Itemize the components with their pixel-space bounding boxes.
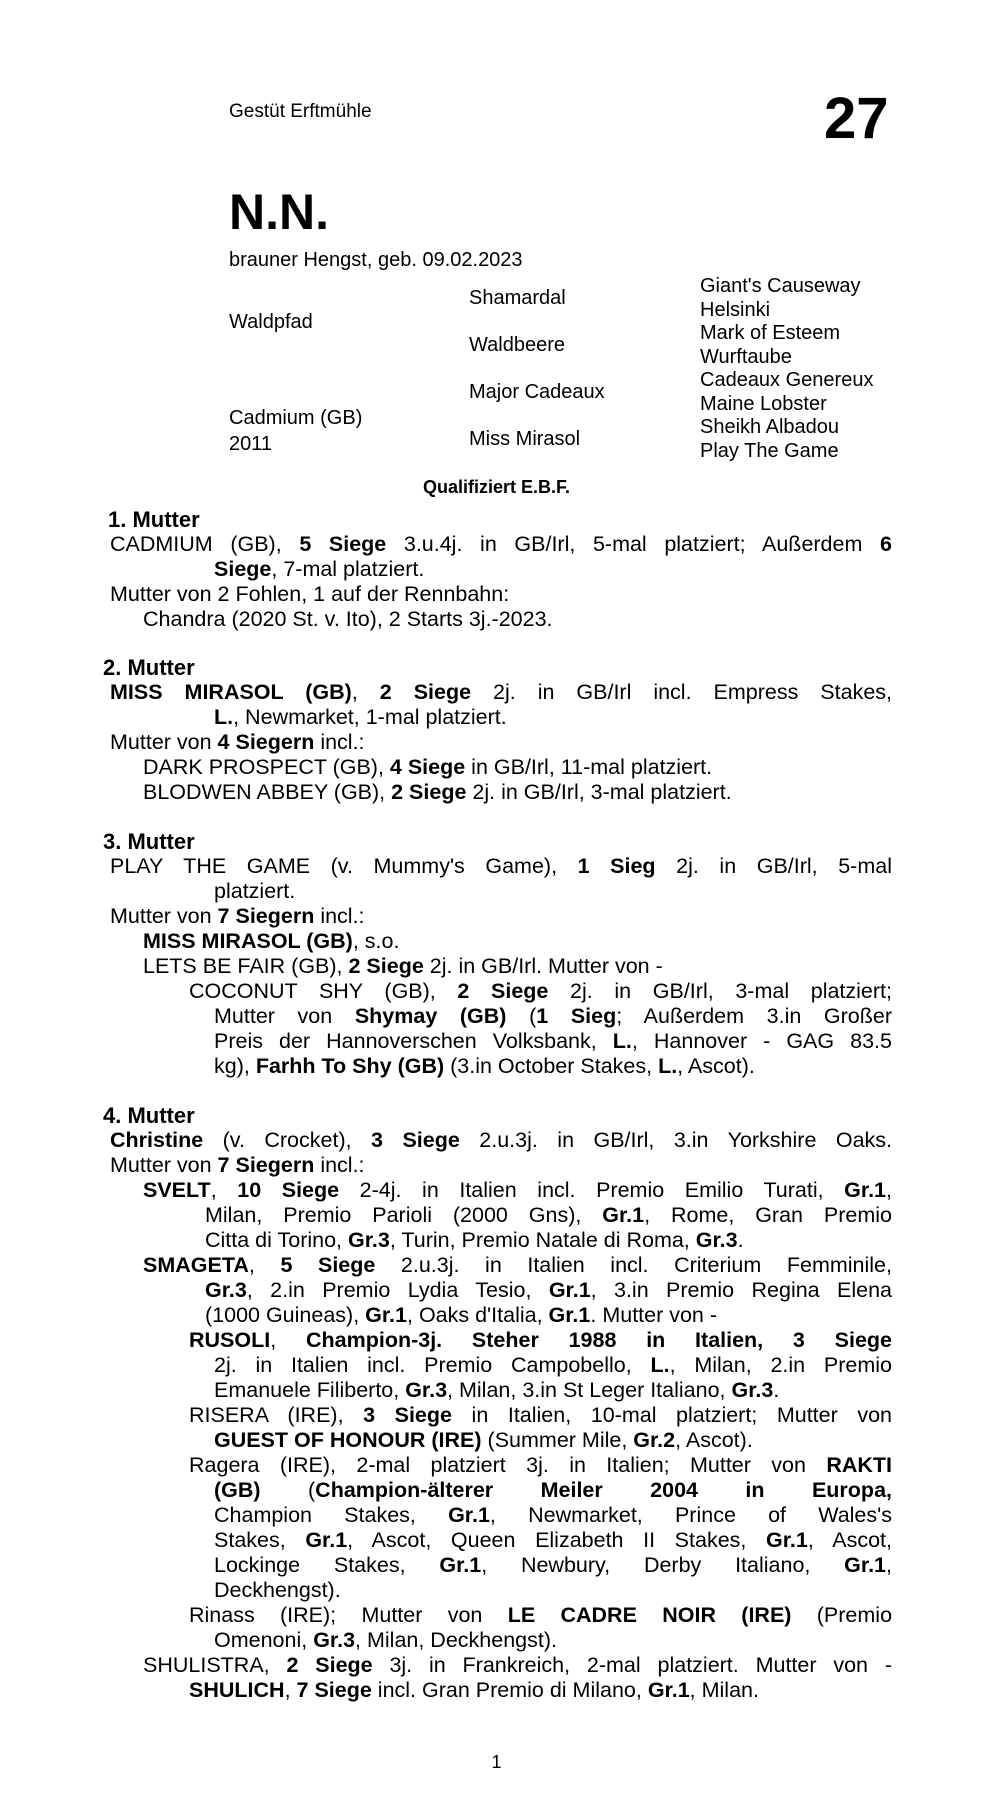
text-line xyxy=(214,1578,341,1604)
bold-run: 2. Mutter xyxy=(103,655,195,680)
text-run: , Turin, Premio Natale di Roma, xyxy=(389,1228,696,1252)
bold-run: L. xyxy=(658,1054,678,1078)
text-line xyxy=(110,1153,365,1179)
bold-run: Gr.2 xyxy=(633,1428,676,1452)
qualification-note: Qualifiziert E.B.F. xyxy=(422,477,571,497)
text-run: incl.: xyxy=(314,730,365,754)
text-run: Mutter von 2 Fohlen, 1 auf der Rennbahn: xyxy=(110,582,510,606)
text-run: , Ascot). xyxy=(675,1428,753,1452)
bold-run: 2 Siege xyxy=(348,954,424,978)
bold-run: 7 Siegern xyxy=(217,1153,315,1177)
text-run: 3.u.4j. in GB/Irl, 5-mal platziert; Außerdem xyxy=(386,532,881,556)
bold-run: Gr.1 xyxy=(448,1503,490,1527)
text-line xyxy=(205,1303,717,1329)
bold-run: L. xyxy=(650,1353,670,1377)
text-line xyxy=(214,1004,892,1030)
text-line xyxy=(214,1378,779,1404)
bold-run: Gr.3 xyxy=(695,1228,738,1252)
text-line xyxy=(189,979,892,1005)
text-line xyxy=(205,1203,892,1229)
text-line xyxy=(110,730,365,756)
text-run: incl. Gran Premio di Milano, xyxy=(371,1678,648,1702)
text-run: , Rome, Gran Premio xyxy=(644,1203,892,1227)
section-heading xyxy=(103,655,195,681)
text-run: Stakes, xyxy=(214,1528,306,1552)
text-line xyxy=(205,1228,744,1254)
bold-run: Gr.1 xyxy=(602,1203,645,1227)
text-run: in Italien, 10-mal platziert; Mutter von xyxy=(452,1403,892,1427)
text-run: 2j. in GB/Irl incl. Empress Stakes, xyxy=(471,680,893,704)
bold-run: 1. Mutter xyxy=(108,507,200,532)
section-heading xyxy=(103,1103,195,1129)
bold-run: 7 Siegern xyxy=(217,904,315,928)
text-run: ( xyxy=(260,1478,316,1502)
bold-run: Gr.1 xyxy=(548,1278,591,1302)
text-line xyxy=(214,1528,892,1554)
text-run: , Milan, 2.in Premio xyxy=(669,1353,892,1377)
text-run: , Oaks d'Italia, xyxy=(407,1303,549,1327)
section-heading xyxy=(108,507,200,533)
text-run: Omenoni, xyxy=(214,1628,314,1652)
pedigree-dam: Cadmium (GB) xyxy=(229,407,363,429)
text-line xyxy=(214,1353,892,1379)
text-line xyxy=(189,1453,892,1479)
text-line xyxy=(143,1653,892,1679)
text-run: BLODWEN ABBEY (GB), xyxy=(143,780,392,804)
text-line xyxy=(143,1253,892,1279)
text-line xyxy=(143,780,732,806)
bold-run: MISS MIRASOL (GB) xyxy=(143,929,353,953)
text-line xyxy=(110,904,365,930)
bold-run: Gr.1 xyxy=(365,1303,407,1327)
bold-run: 2 Siege xyxy=(391,780,467,804)
bold-run: (GB) xyxy=(214,1478,261,1502)
text-run: 2j. in Italien incl. Premio Campobello, xyxy=(214,1353,651,1377)
bold-run: MISS MIRASOL (GB) xyxy=(110,680,352,704)
text-run: , 3.in Premio Regina Elena xyxy=(590,1278,892,1302)
text-line xyxy=(189,1328,892,1354)
text-run: RISERA (IRE), xyxy=(189,1403,364,1427)
text-run: 2.u.3j. in GB/Irl, 3.in Yorkshire Oaks. xyxy=(459,1128,893,1152)
text-run: , Milan, 3.in St Leger Italiano, xyxy=(447,1378,732,1402)
pedigree-ssd: Helsinki xyxy=(700,299,771,321)
text-run: . xyxy=(737,1228,744,1252)
bold-run: 4 Siegern xyxy=(217,730,315,754)
pedigree-dam-sire: Major Cadeaux xyxy=(469,381,605,403)
bold-run: SVELT xyxy=(143,1178,211,1202)
text-run: , 7-mal platziert. xyxy=(271,557,425,581)
text-run: , Milan. xyxy=(689,1678,759,1702)
bold-run: Shymay (GB) xyxy=(354,1004,507,1028)
text-run: 2j. in GB/Irl, 3-mal platziert. xyxy=(466,780,732,804)
bold-run: 10 Siege xyxy=(237,1178,340,1202)
text-run: Mutter von xyxy=(214,1004,355,1028)
text-run: SHULISTRA, xyxy=(143,1653,287,1677)
text-run: 2j. in GB/Irl, 3-mal platziert; xyxy=(548,979,892,1003)
pedigree-sdd: Wurftaube xyxy=(700,346,792,368)
text-line xyxy=(110,532,892,558)
bold-run: Gr.3 xyxy=(731,1378,774,1402)
text-line xyxy=(143,954,663,980)
bold-run: Champion-älterer Meiler 2004 in Europa, xyxy=(315,1478,892,1502)
text-run: Ragera (IRE), 2-mal platziert 3j. in Italien; Mutter von xyxy=(189,1453,827,1477)
text-run: . xyxy=(773,1378,780,1402)
text-run: , Ascot, xyxy=(807,1528,892,1552)
text-run: (1000 Guineas), xyxy=(205,1303,366,1327)
bold-run: Gr.1 xyxy=(305,1528,348,1552)
bold-run: GUEST OF HONOUR (IRE) xyxy=(214,1428,482,1452)
bold-run: Gr.3 xyxy=(205,1278,247,1302)
text-line xyxy=(214,1428,753,1454)
text-run: 2j. in GB/Irl, 5-mal xyxy=(655,854,892,878)
pedigree-sds: Mark of Esteem xyxy=(700,322,841,344)
bold-run: Gr.1 xyxy=(844,1553,887,1577)
text-run: kg), xyxy=(214,1054,256,1078)
text-run: ; Außerdem 3.in Großer xyxy=(616,1004,892,1028)
text-line xyxy=(143,607,553,633)
text-line xyxy=(189,1403,892,1429)
bold-run: 4. Mutter xyxy=(103,1103,195,1128)
text-run: (v. Crocket), xyxy=(203,1128,372,1152)
text-line xyxy=(214,1478,892,1504)
text-run: Lockinge Stakes, xyxy=(214,1553,440,1577)
text-line xyxy=(214,705,507,731)
bold-run: 2 Siege xyxy=(457,979,549,1003)
text-run: (Summer Mile, xyxy=(481,1428,634,1452)
text-line xyxy=(214,557,424,583)
text-line xyxy=(214,1503,892,1529)
bold-run: 1 Sieg xyxy=(577,854,656,878)
text-run: , xyxy=(886,1178,892,1202)
text-line xyxy=(143,755,712,781)
bold-run: Gr.1 xyxy=(765,1528,808,1552)
text-run: CADMIUM (GB), xyxy=(110,532,300,556)
text-line xyxy=(143,929,399,955)
text-run: Milan, Premio Parioli (2000 Gns), xyxy=(205,1203,603,1227)
bold-run: 6 xyxy=(880,532,892,556)
text-line xyxy=(214,879,295,905)
bold-run: 7 Siege xyxy=(296,1678,372,1702)
bold-run: Christine xyxy=(110,1128,204,1152)
text-run: (Premio xyxy=(791,1603,893,1627)
text-run: Emanuele Filiberto, xyxy=(214,1378,406,1402)
section-heading xyxy=(103,829,195,855)
bold-run: L. xyxy=(612,1029,632,1053)
text-run: , s.o. xyxy=(352,929,400,953)
text-run: , xyxy=(248,1253,281,1277)
horse-description: brauner Hengst, geb. 09.02.2023 xyxy=(229,249,523,271)
text-line xyxy=(214,1628,557,1654)
horse-name: N.N. xyxy=(229,184,329,240)
text-run: Preis der Hannoverschen Volksbank, xyxy=(214,1029,613,1053)
text-run: Chandra (2020 St. v. Ito), 2 Starts 3j.-2023. xyxy=(143,607,553,631)
text-line xyxy=(110,582,509,608)
text-run: , Hannover - GAG 83.5 xyxy=(631,1029,892,1053)
text-run: , Newmarket, Prince of Wales's xyxy=(489,1503,892,1527)
text-run: Rinass (IRE); Mutter von xyxy=(189,1603,508,1627)
text-run: , Ascot). xyxy=(677,1054,755,1078)
pedigree-sss: Giant's Causeway xyxy=(700,275,861,297)
text-run: , 2.in Premio Lydia Tesio, xyxy=(246,1278,549,1302)
text-run: ( xyxy=(506,1004,537,1028)
text-line xyxy=(110,854,892,880)
text-line xyxy=(205,1278,892,1304)
pedigree-dds: Sheikh Albadou xyxy=(700,416,840,438)
pedigree-sire: Waldpfad xyxy=(229,311,313,333)
bold-run: 2 Siege xyxy=(286,1653,373,1677)
bold-run: Gr.3 xyxy=(313,1628,356,1652)
text-run: 2-4j. in Italien incl. Premio Emilio Turati, xyxy=(339,1178,845,1202)
text-line xyxy=(110,1128,892,1154)
text-line xyxy=(214,1029,892,1055)
text-line xyxy=(143,1178,892,1204)
text-run: incl.: xyxy=(314,904,365,928)
bold-run: Gr.3 xyxy=(348,1228,390,1252)
bold-run: 3 Siege xyxy=(371,1128,460,1152)
bold-run: Gr.1 xyxy=(844,1178,887,1202)
stud-name: Gestüt Erftmühle xyxy=(229,101,372,122)
text-run: . Mutter von - xyxy=(590,1303,718,1327)
text-run: 2j. in GB/Irl. Mutter von - xyxy=(423,954,663,978)
bold-run: Gr.1 xyxy=(647,1678,690,1702)
pedigree-dam-year: 2011 xyxy=(229,433,273,455)
bold-run: 1 Sieg xyxy=(536,1004,617,1028)
text-run: , xyxy=(270,1328,306,1352)
bold-run: Gr.3 xyxy=(405,1378,448,1402)
text-run: (3.in October Stakes, xyxy=(444,1054,659,1078)
text-run: , xyxy=(284,1678,297,1702)
pedigree-sire-dam: Waldbeere xyxy=(469,334,565,356)
text-run: in GB/Irl, 11-mal platziert. xyxy=(465,755,713,779)
bold-run: Gr.1 xyxy=(548,1303,591,1327)
text-run: , Milan, Deckhengst). xyxy=(355,1628,557,1652)
text-run: , xyxy=(210,1178,238,1202)
text-line xyxy=(110,680,892,706)
bold-run: SHULICH xyxy=(189,1678,285,1702)
text-run: Mutter von xyxy=(110,730,218,754)
text-run: Mutter von xyxy=(110,1153,218,1177)
pedigree-dam-dam: Miss Mirasol xyxy=(469,428,581,450)
pedigree-dss: Cadeaux Genereux xyxy=(700,369,874,391)
text-run: LETS BE FAIR (GB), xyxy=(143,954,349,978)
bold-run: Champion-3j. Steher 1988 in Italien, 3 Siege xyxy=(305,1328,893,1352)
bold-run: SMAGETA xyxy=(143,1253,249,1277)
text-run: , xyxy=(886,1553,892,1577)
text-run: incl.: xyxy=(314,1153,365,1177)
bold-run: 3. Mutter xyxy=(103,829,195,854)
bold-run: 2 Siege xyxy=(379,680,472,704)
text-run: platziert. xyxy=(214,879,296,903)
bold-run: Gr.1 xyxy=(439,1553,482,1577)
text-run: PLAY THE GAME (v. Mummy's Game), xyxy=(110,854,578,878)
text-run: Mutter von xyxy=(110,904,218,928)
bold-run: 5 Siege xyxy=(280,1253,376,1277)
text-run: , Newmarket, 1-mal platziert. xyxy=(233,705,507,729)
text-run: , Ascot, Queen Elizabeth II Stakes, xyxy=(347,1528,766,1552)
pedigree-sire-sire: Shamardal xyxy=(469,287,566,309)
bold-run: Farhh To Shy (GB) xyxy=(255,1054,445,1078)
text-run: Citta di Torino, xyxy=(205,1228,349,1252)
text-line xyxy=(214,1054,755,1080)
bold-run: L. xyxy=(214,705,234,729)
text-run: 2.u.3j. in Italien incl. Criterium Femminile, xyxy=(375,1253,892,1277)
pedigree-dsd: Maine Lobster xyxy=(700,393,827,415)
text-line xyxy=(214,1553,892,1579)
text-line xyxy=(189,1678,759,1704)
text-run: COCONUT SHY (GB), xyxy=(189,979,458,1003)
page-number: 1 xyxy=(491,1752,502,1772)
text-run: Deckhengst). xyxy=(214,1578,341,1602)
bold-run: LE CADRE NOIR (IRE) xyxy=(507,1603,792,1627)
bold-run: 3 Siege xyxy=(363,1403,452,1427)
pedigree-ddd: Play The Game xyxy=(700,440,839,462)
text-run: , Newbury, Derby Italiano, xyxy=(481,1553,845,1577)
lot-number: 27 xyxy=(824,86,889,151)
bold-run: Siege xyxy=(214,557,272,581)
bold-run: 5 Siege xyxy=(299,532,387,556)
bold-run: 4 Siege xyxy=(389,755,466,779)
text-run: , xyxy=(351,680,380,704)
text-run: Champion Stakes, xyxy=(214,1503,449,1527)
text-run: DARK PROSPECT (GB), xyxy=(143,755,390,779)
text-run: 3j. in Frankreich, 2-mal platziert. Mutter von - xyxy=(372,1653,892,1677)
text-line xyxy=(189,1603,892,1629)
bold-run: RAKTI xyxy=(826,1453,892,1477)
bold-run: RUSOLI xyxy=(189,1328,271,1352)
